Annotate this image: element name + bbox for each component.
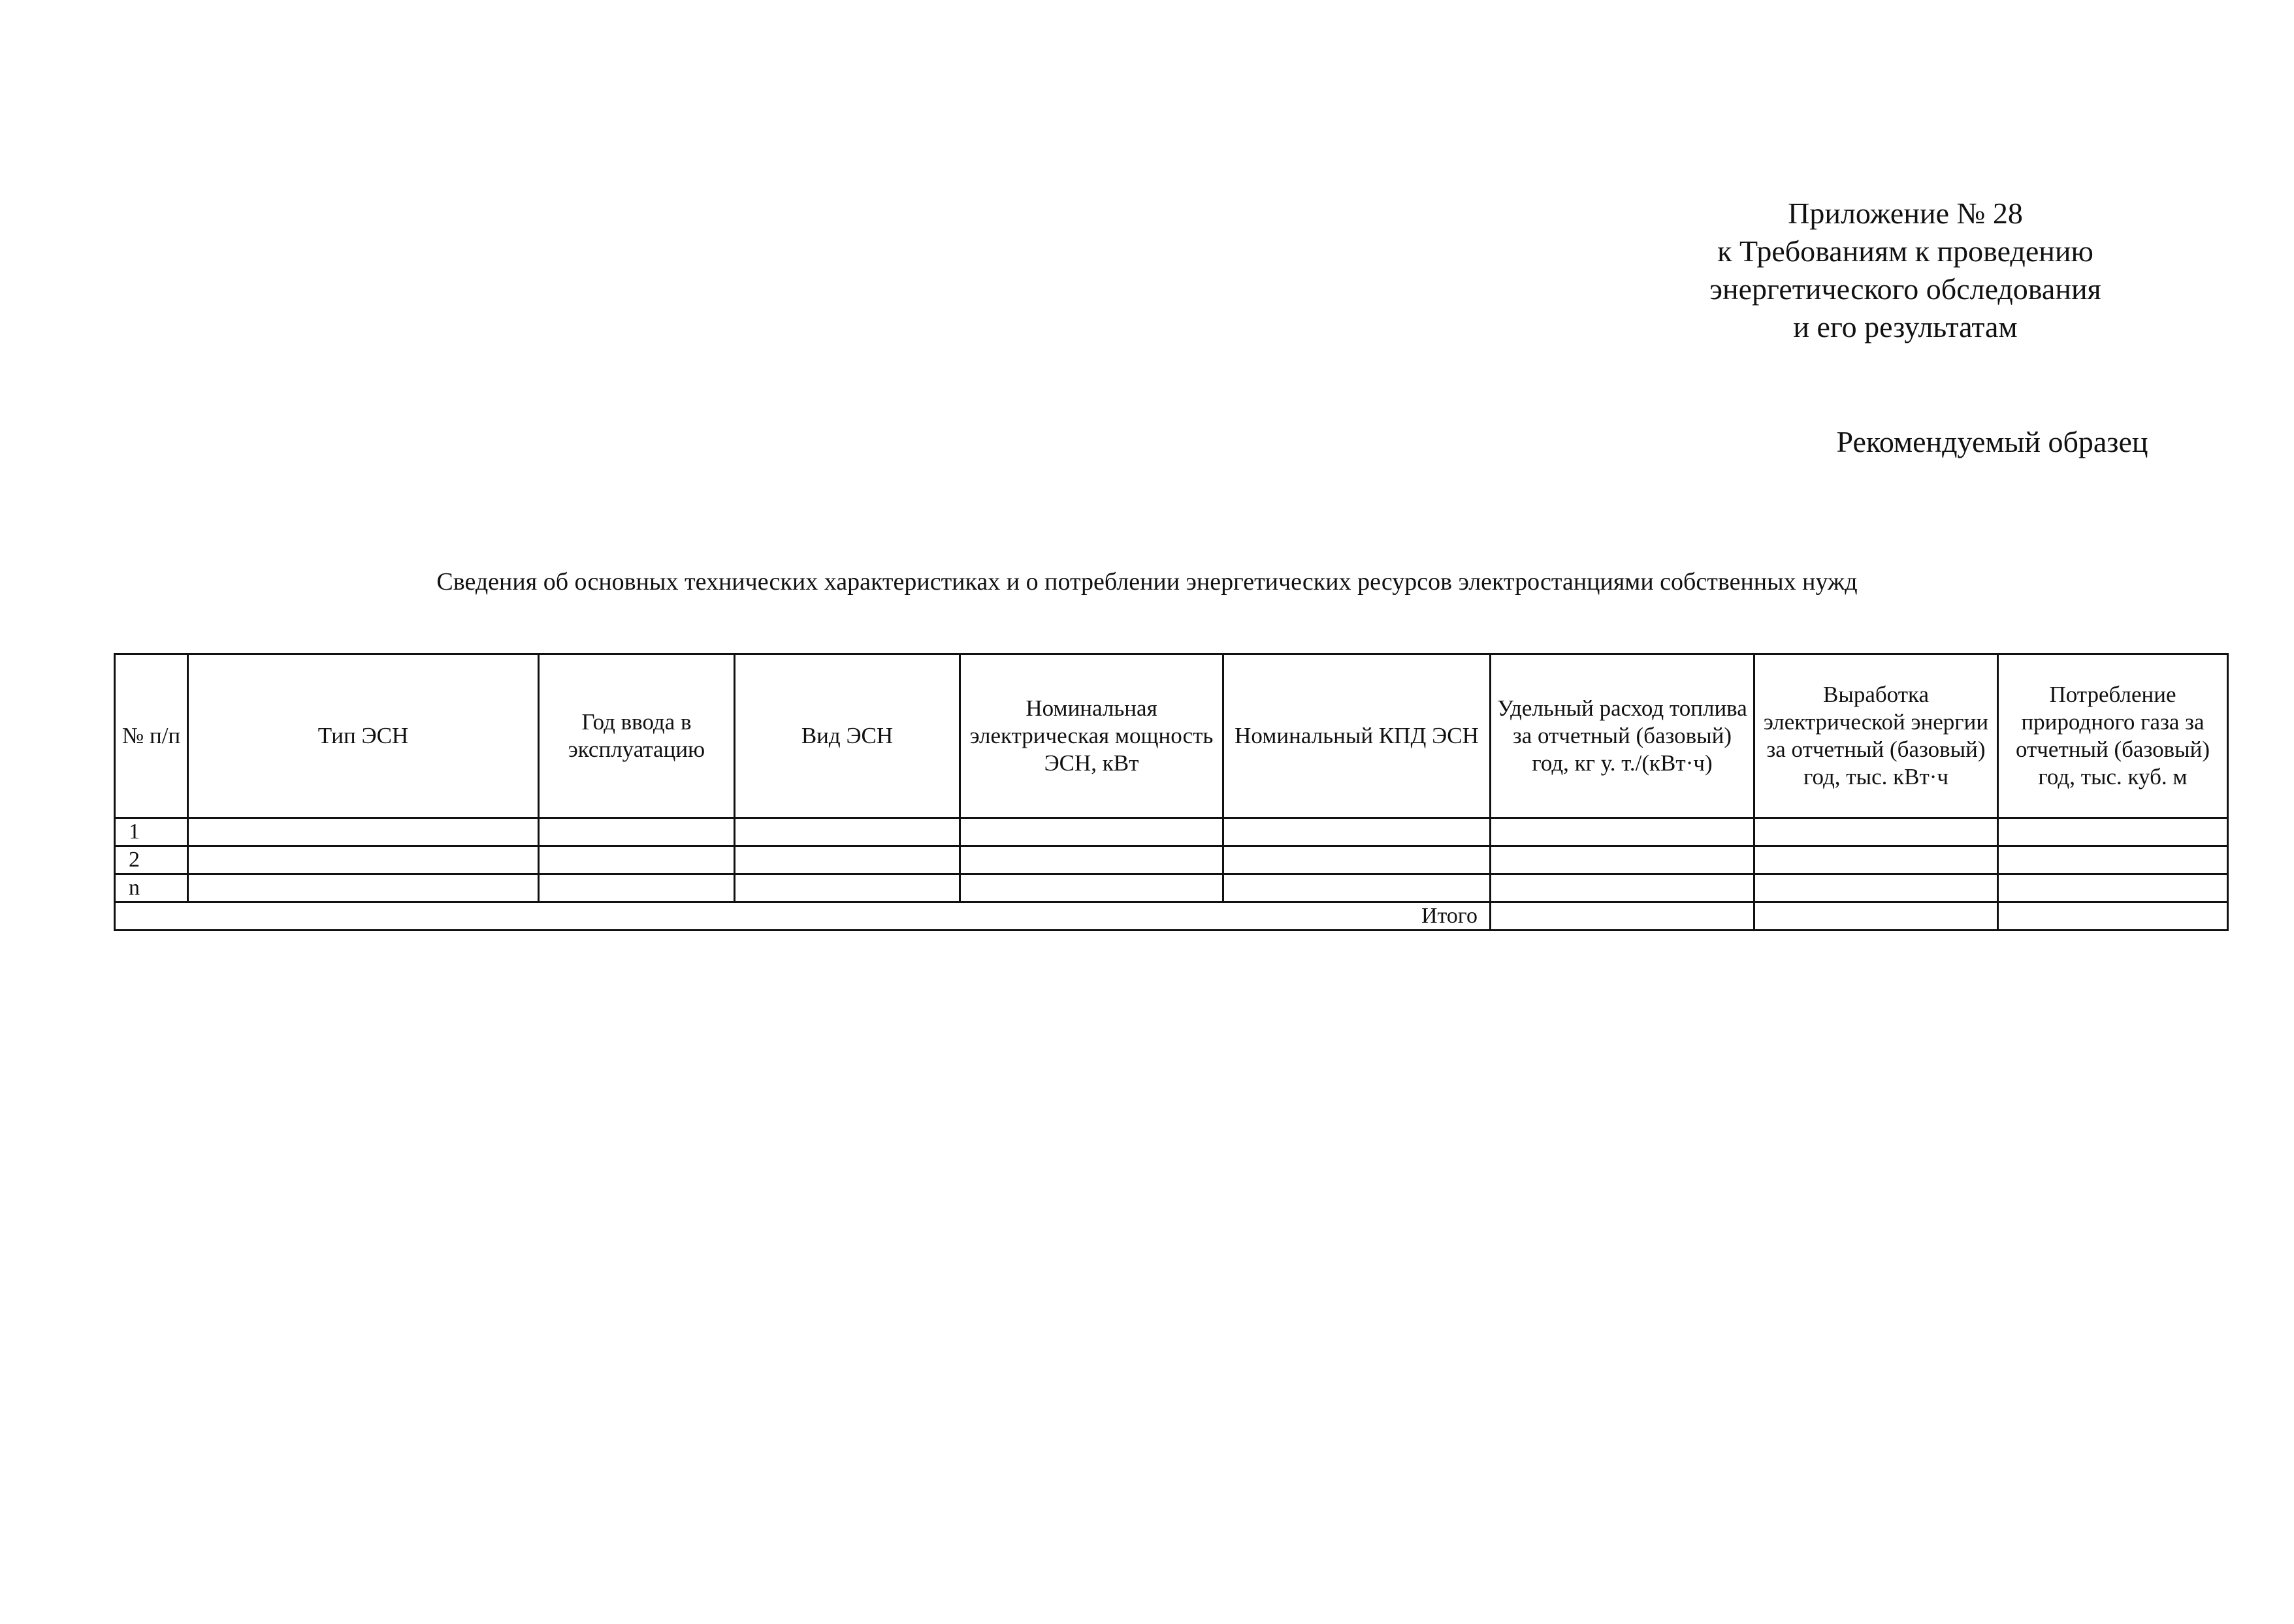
appendix-line: и его результатам	[1793, 310, 2018, 343]
table-cell	[188, 818, 539, 846]
sample-label: Рекомендуемый образец	[1836, 425, 2148, 458]
appendix-block	[1611, 195, 2199, 346]
table-header-row	[115, 654, 2228, 818]
total-row	[115, 902, 2228, 931]
row-number: n	[115, 874, 188, 902]
appendix-line: к Требованиям к проведению	[1717, 234, 2093, 268]
appendix-line: энергетического обследования	[1709, 272, 2101, 306]
total-cell-fuel-rate	[1491, 902, 1754, 931]
table-cell	[960, 846, 1223, 874]
appendix-line: Приложение № 28	[1788, 197, 2023, 230]
header-cell-gas: Потребление природного газа за отчетный (базовый) год, тыс. куб. м	[1998, 654, 2228, 818]
table-row	[115, 874, 2228, 902]
row-number: 1	[115, 818, 188, 846]
total-label: Итого	[115, 902, 1491, 931]
header-cell-number: № п/п	[115, 654, 188, 818]
table-cell	[735, 846, 960, 874]
table-cell	[1998, 846, 2228, 874]
table-cell	[1998, 874, 2228, 902]
table-cell	[1754, 846, 1998, 874]
table-cell	[1491, 874, 1754, 902]
header-cell-kind: Вид ЭСН	[735, 654, 960, 818]
header-cell-power: Номинальная электрическая мощность ЭСН, кВт	[960, 654, 1223, 818]
table-cell	[1223, 818, 1491, 846]
table-cell	[1223, 846, 1491, 874]
table-cell	[539, 874, 735, 902]
data-table	[114, 653, 2229, 931]
total-cell-gas	[1998, 902, 2228, 931]
table-cell	[539, 846, 735, 874]
table-cell	[735, 818, 960, 846]
document-title: Сведения об основных технических характеристиках и о потреблении энергетических ресурсов электростанциями собственных нужд	[436, 568, 1858, 596]
header-cell-year: Год ввода в эксплуатацию	[539, 654, 735, 818]
header-cell-type: Тип ЭСН	[188, 654, 539, 818]
table-row	[115, 818, 2228, 846]
header-cell-efficiency: Номинальный КПД ЭСН	[1223, 654, 1491, 818]
table-row	[115, 846, 2228, 874]
table-cell	[735, 874, 960, 902]
table-cell	[1491, 846, 1754, 874]
table-cell	[1223, 874, 1491, 902]
table-cell	[1491, 818, 1754, 846]
table-cell	[960, 818, 1223, 846]
header-cell-generation: Выработка электрической энергии за отчетный (базовый) год, тыс. кВт·ч	[1754, 654, 1998, 818]
header-cell-fuel-rate: Удельный расход топлива за отчетный (базовый) год, кг у. т./(кВт·ч)	[1491, 654, 1754, 818]
row-number: 2	[115, 846, 188, 874]
table-cell	[1998, 818, 2228, 846]
table-cell	[188, 874, 539, 902]
total-cell-generation	[1754, 902, 1998, 931]
table-cell	[960, 874, 1223, 902]
table-cell	[1754, 818, 1998, 846]
table-cell	[1754, 874, 1998, 902]
table-cell	[188, 846, 539, 874]
table-cell	[539, 818, 735, 846]
